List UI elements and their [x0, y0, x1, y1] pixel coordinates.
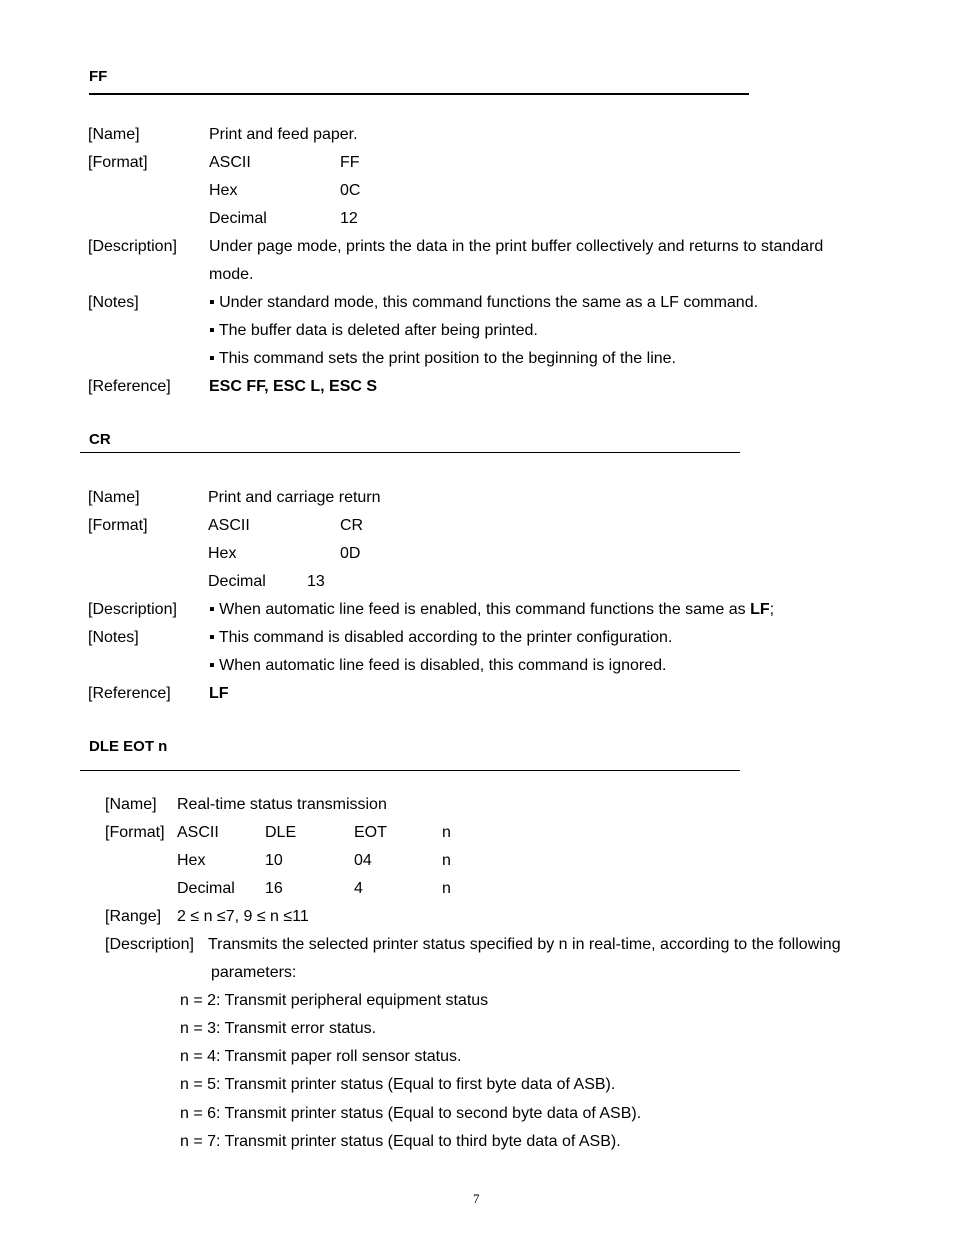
dle-format-decimal-eot: 4 — [354, 880, 363, 897]
page-number: 7 — [473, 1191, 480, 1206]
dle-format-ascii-eot: EOT — [354, 824, 387, 841]
cr-format-decimal-key: Decimal — [208, 573, 266, 590]
cr-note-item: ▪ When automatic line feed is disabled, this command is ignored. — [209, 657, 667, 674]
dle-format-hex-eot: 04 — [354, 852, 372, 869]
dle-param-item: n = 3: Transmit error status. — [180, 1020, 377, 1037]
ff-description-label: [Description] — [88, 238, 177, 255]
dle-heading-rule — [80, 770, 740, 771]
ff-note-item: ▪ This command sets the print position to the beginning of the line. — [209, 350, 676, 367]
dle-range-value: 2 ≤ n ≤7, 9 ≤ n ≤11 — [177, 908, 309, 925]
ff-note-item: ▪ Under standard mode, this command functions the same as a LF command. — [209, 294, 759, 311]
cr-format-hex-value: 0D — [340, 545, 361, 562]
cr-note-item: ▪ This command is disabled according to the printer configuration. — [209, 629, 673, 646]
cr-format-ascii-value: CR — [340, 517, 364, 534]
ff-format-hex-key: Hex — [209, 182, 238, 199]
ff-description-line1: Under page mode, prints the data in the print buffer collectively and returns to standard — [209, 238, 824, 255]
cr-format-ascii-key: ASCII — [208, 517, 250, 534]
dle-range-label: [Range] — [105, 908, 162, 925]
cr-description-prefix: ▪ When automatic line feed is enabled, this command functions the same as — [209, 601, 751, 618]
ff-heading: FF — [89, 68, 108, 85]
ff-name-label: [Name] — [88, 126, 140, 143]
ff-format-label: [Format] — [88, 154, 148, 171]
cr-name-value: Print and carriage return — [208, 489, 381, 506]
ff-format-hex-value: 0C — [340, 182, 361, 199]
ff-heading-rule — [89, 93, 749, 95]
cr-name-label: [Name] — [88, 489, 140, 506]
dle-param-item: n = 6: Transmit printer status (Equal to second byte data of ASB). — [180, 1105, 642, 1122]
dle-description-line1: Transmits the selected printer status specified by n in real-time, according to the following — [208, 936, 841, 953]
dle-name-value: Real-time status transmission — [177, 796, 387, 813]
cr-format-hex-key: Hex — [208, 545, 237, 562]
dle-name-label: [Name] — [105, 796, 157, 813]
dle-heading: DLE EOT n — [89, 738, 168, 755]
dle-param-item: n = 2: Transmit peripheral equipment status — [180, 992, 489, 1009]
ff-format-ascii-key: ASCII — [209, 154, 251, 171]
ff-description-line2: mode. — [209, 266, 254, 283]
dle-param-item: n = 4: Transmit paper roll sensor status. — [180, 1048, 462, 1065]
dle-format-ascii-dle: DLE — [265, 824, 297, 841]
dle-format-ascii-n: n — [442, 824, 451, 841]
cr-reference-value: LF — [209, 685, 229, 702]
ff-notes-label: [Notes] — [88, 294, 139, 311]
dle-param-item: n = 7: Transmit printer status (Equal to third byte data of ASB). — [180, 1133, 621, 1150]
dle-format-hex-dle: 10 — [265, 852, 283, 869]
dle-format-decimal-n: n — [442, 880, 451, 897]
ff-reference-value: ESC FF, ESC L, ESC S — [209, 378, 378, 395]
dle-description-label: [Description] — [105, 936, 194, 953]
cr-heading: CR — [89, 431, 111, 448]
dle-description-line2: parameters: — [211, 964, 297, 981]
ff-name-value: Print and feed paper. — [209, 126, 358, 143]
dle-format-hex-n: n — [442, 852, 451, 869]
cr-notes-label: [Notes] — [88, 629, 139, 646]
ff-format-ascii-value: FF — [340, 154, 360, 171]
cr-format-decimal-value: 13 — [307, 573, 325, 590]
cr-format-label: [Format] — [88, 517, 148, 534]
cr-description-suffix: ; — [769, 601, 775, 618]
dle-format-ascii-key: ASCII — [177, 824, 219, 841]
cr-description-bold: LF — [750, 601, 770, 618]
ff-note-item: ▪ The buffer data is deleted after being printed. — [209, 322, 538, 339]
cr-description-text — [209, 600, 774, 620]
ff-format-decimal-value: 12 — [340, 210, 358, 227]
cr-description-label: [Description] — [88, 601, 177, 618]
ff-reference-label: [Reference] — [88, 378, 171, 395]
dle-param-item: n = 5: Transmit printer status (Equal to first byte data of ASB). — [180, 1076, 616, 1093]
ff-format-decimal-key: Decimal — [209, 210, 267, 227]
dle-format-decimal-key: Decimal — [177, 880, 235, 897]
dle-format-label: [Format] — [105, 824, 165, 841]
cr-heading-rule — [80, 452, 740, 453]
dle-format-hex-key: Hex — [177, 852, 206, 869]
cr-reference-label: [Reference] — [88, 685, 171, 702]
dle-format-decimal-dle: 16 — [265, 880, 283, 897]
